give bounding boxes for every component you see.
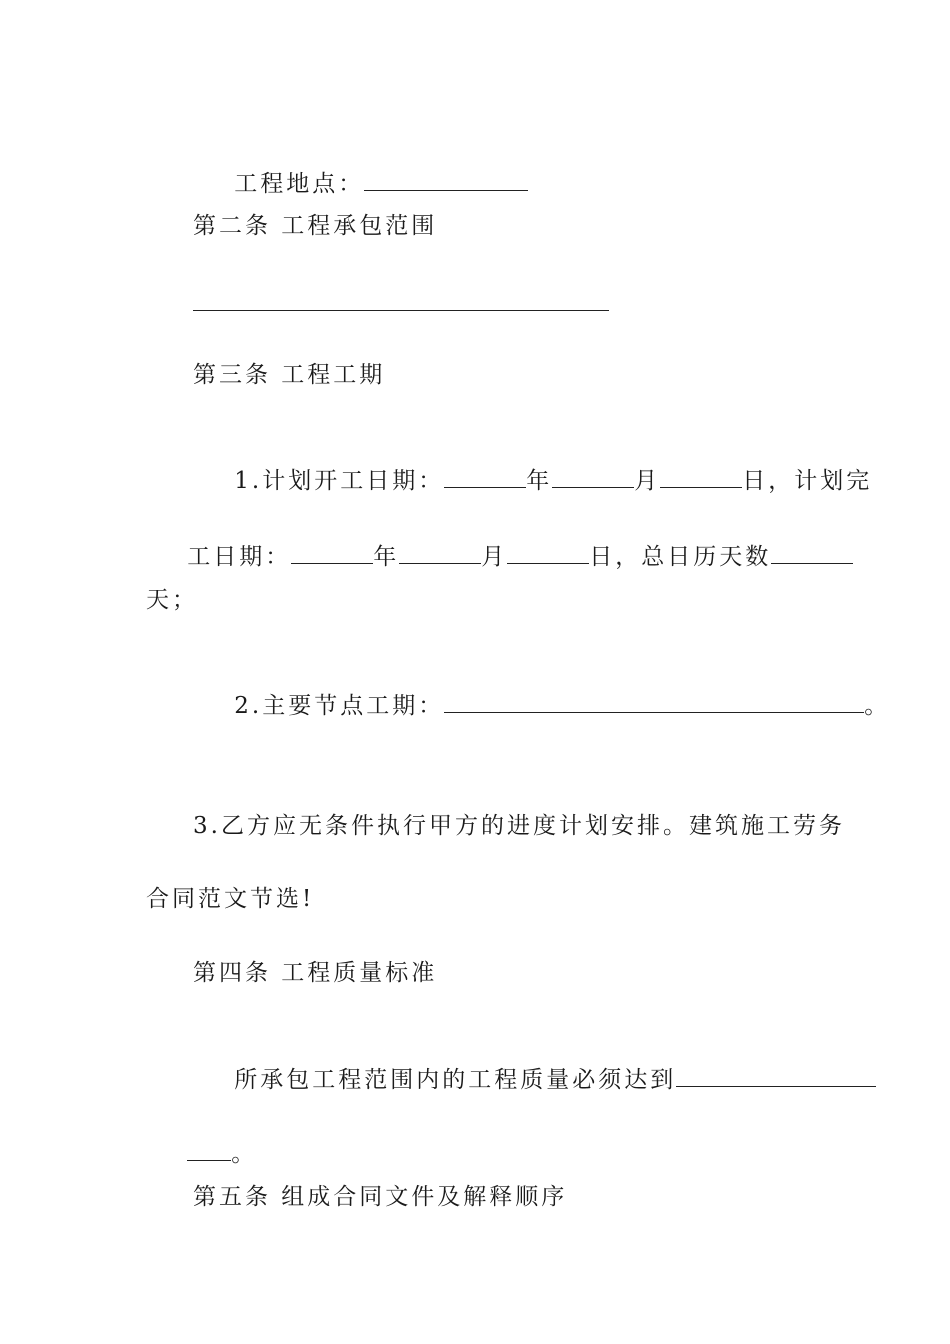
year-label: 年 [526,468,553,494]
item1-line2 [146,511,853,602]
quality-blank [676,1064,876,1087]
day-total-label: 日，总日历天数 [589,544,772,570]
month-label-2: 月 [481,544,508,570]
end-year-blank [291,541,373,564]
end-month-blank [399,541,481,564]
article3-heading: 第三条 工程工期 [193,362,386,388]
start-month-blank [552,465,634,488]
days-end: 天； [146,587,198,613]
milestone-blank [444,690,864,713]
project-location-blank [364,168,528,191]
quality-blank-cont [187,1138,231,1161]
month-label: 月 [634,468,661,494]
start-year-blank [444,465,526,488]
quality-line1 [193,1034,876,1125]
item2-prefix: 2.主要节点工期： [234,693,445,719]
item3-line1: 3.乙方应无条件执行甲方的进度计划安排。建筑施工劳务 [193,813,845,839]
item2-period: 。 [864,693,891,719]
article2-heading: 第二条 工程承包范围 [193,213,438,239]
item3-line2: 合同范文节选! [146,886,315,912]
article5-heading: 第五条 组成合同文件及解释顺序 [193,1184,568,1210]
total-days-blank [771,541,853,564]
item1-prefix: 1.计划开工日期： [234,468,445,494]
item2-line [193,660,890,751]
item1-cont-prefix: 工日期： [187,544,292,570]
start-day-blank [660,465,742,488]
article4-heading: 第四条 工程质量标准 [193,960,438,986]
end-day-blank [507,541,589,564]
project-location-label: 工程地点： [234,171,365,197]
day-plan-label: 日，计划完 [742,468,873,494]
quality-text: 所承包工程范围内的工程质量必须达到 [234,1067,677,1093]
quality-end: 。 [231,1141,258,1167]
scope-blank-line [193,310,609,311]
year-label-2: 年 [373,544,400,570]
